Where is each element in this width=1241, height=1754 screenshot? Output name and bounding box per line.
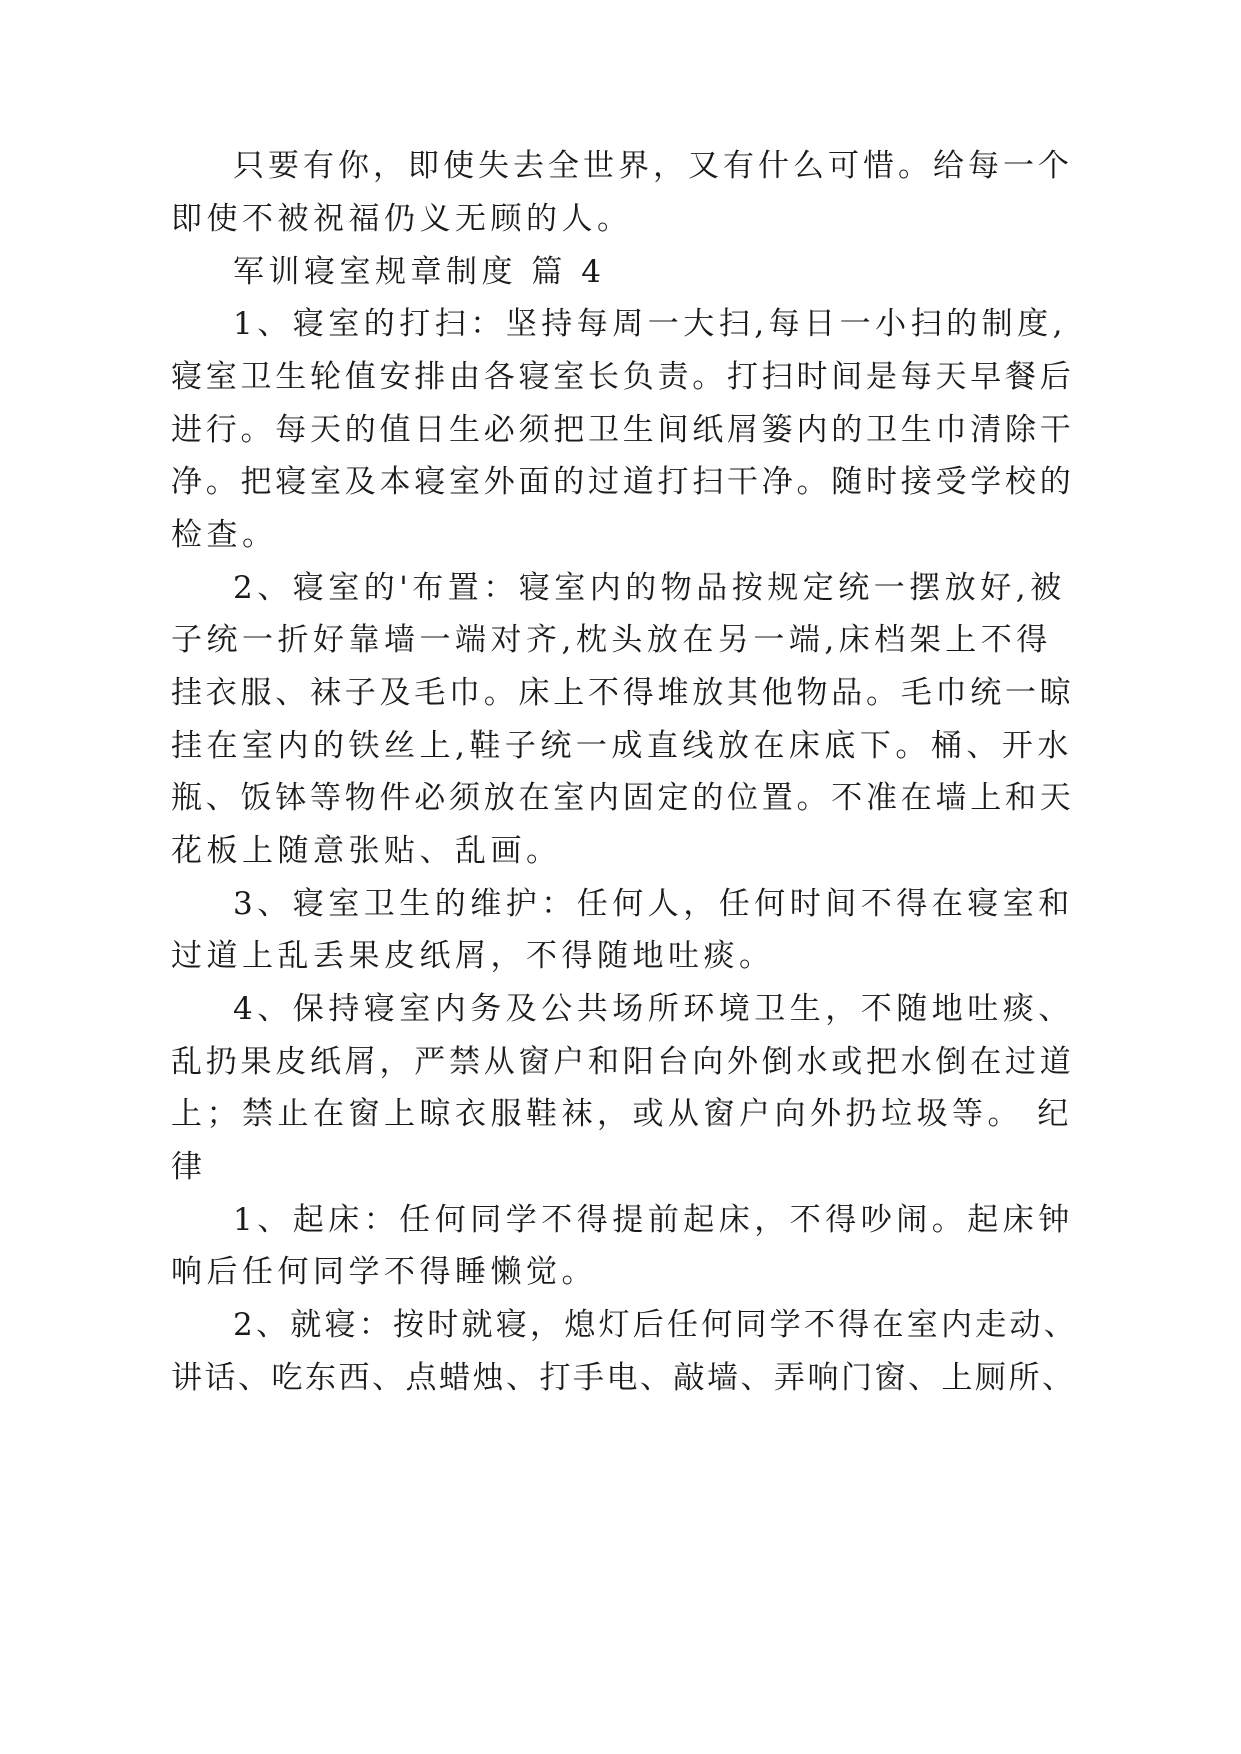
- text-line: 1、起床：任何同学不得提前起床，不得吵闹。起床钟: [233, 1202, 1074, 1238]
- text-line: 即使不被祝福仍义无顾的人。: [171, 201, 633, 237]
- text-line: 讲话、吃东西、点蜡烛、打手电、敲墙、弄响门窗、上厕所、: [171, 1360, 1076, 1396]
- text-line: 进行。每天的值日生必须把卫生间纸屑篓内的卫生巾清除干: [171, 412, 1075, 448]
- text-line: 寝室卫生轮值安排由各寝室长负责。打扫时间是每天早餐后: [171, 359, 1075, 395]
- text-line: 上；禁止在窗上晾衣服鞋袜，或从窗户向外扔垃圾等。 纪: [171, 1096, 1073, 1132]
- text-line: 检查。: [171, 517, 278, 553]
- text-line: 过道上乱丢果皮纸屑，不得随地吐痰。: [171, 938, 775, 974]
- text-line: 花板上随意张贴、乱画。: [171, 833, 562, 869]
- text-line: 瓶、饭钵等物件必须放在室内固定的位置。不准在墙上和天: [171, 780, 1075, 816]
- text-line: 挂在室内的铁丝上,鞋子统一成直线放在床底下。桶、开水: [171, 728, 1073, 764]
- text-line: 挂衣服、袜子及毛巾。床上不得堆放其他物品。毛巾统一晾: [171, 675, 1075, 711]
- text-line: 净。把寝室及本寝室外面的过道打扫干净。随时接受学校的: [171, 464, 1075, 500]
- section-heading: 军训寝室规章制度 篇 4: [233, 254, 606, 290]
- text-line: 2、就寝：按时就寝，熄灯后任何同学不得在室内走动、: [233, 1307, 1078, 1343]
- text-line: 4、保持寝室内务及公共场所环境卫生，不随地吐痰、: [233, 991, 1074, 1027]
- text-line: 只要有你，即使失去全世界，又有什么可惜。给每一个: [233, 148, 1073, 184]
- text-line: 乱扔果皮纸屑，严禁从窗户和阳台向外倒水或把水倒在过道: [171, 1044, 1075, 1080]
- text-line: 律: [171, 1149, 207, 1185]
- text-line: 1、寝室的打扫：坚持每周一大扫,每日一小扫的制度,: [233, 306, 1067, 342]
- text-line: 响后任何同学不得睡懒觉。: [171, 1254, 597, 1290]
- text-line: 3、寝室卫生的维护：任何人，任何时间不得在寝室和: [233, 886, 1074, 922]
- text-line: 子统一折好靠墙一端对齐,枕头放在另一端,床档架上不得: [171, 622, 1052, 658]
- text-line: 2、寝室的'布置：寝室内的物品按规定统一摆放好,被: [233, 570, 1066, 606]
